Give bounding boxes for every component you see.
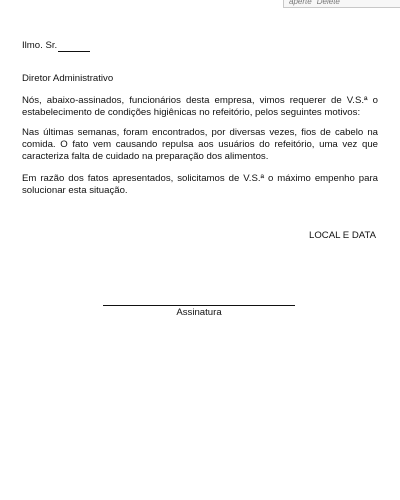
- recipient-title: Diretor Administrativo: [22, 73, 114, 84]
- delete-hint-box: aperte "Delete": [283, 0, 400, 8]
- letter-paragraph-3: Em razão dos fatos apresentados, solicitamos de V.S.ª o máximo empenho para solucionar esta situação.: [22, 173, 378, 196]
- letter-paragraph-1: Nós, abaixo-assinados, funcionários desta empresa, vimos requerer de V.S.ª o estabelecimento de condições higiênicas no refeitório, pelos seguintes motivos:: [22, 95, 378, 118]
- salutation: [22, 40, 90, 52]
- place-and-date: LOCAL E DATA: [309, 230, 376, 241]
- salutation-blank-line: [58, 41, 90, 52]
- letter-paragraph-2: Nas últimas semanas, foram encontrados, por diversas vezes, fios de cabelo na comida. O fato vem causando repulsa aos usuários do refeitório, uma vez que caracteriza falta de cuidado na preparação dos alimentos.: [22, 127, 378, 162]
- signature-label: Assinatura: [176, 307, 222, 318]
- salutation-text: Ilmo. Sr.: [22, 40, 58, 51]
- signature-line: [103, 305, 295, 306]
